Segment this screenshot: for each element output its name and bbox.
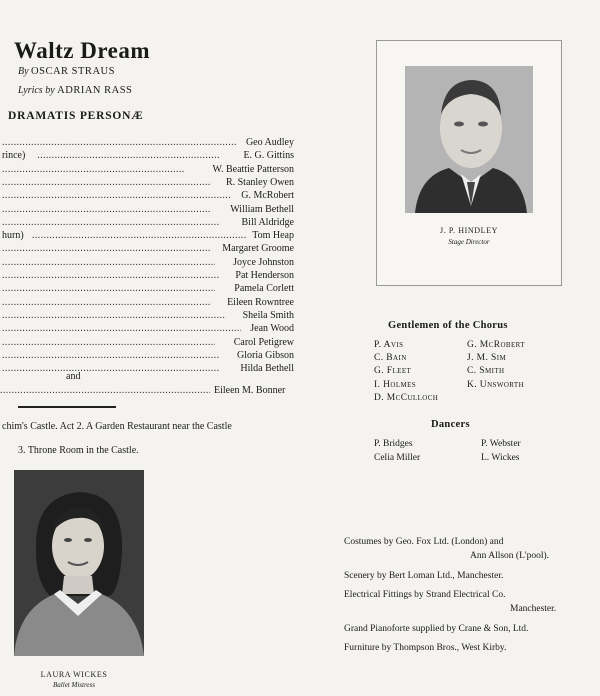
stage-director-photo (405, 66, 533, 213)
cast-actor: Margaret Groome (222, 243, 294, 255)
cast-role: rince) (2, 150, 26, 162)
portrait-woman-icon (14, 470, 144, 656)
cast-row (0, 296, 294, 309)
cast-row (0, 282, 294, 295)
cast-leader-dots (2, 136, 236, 149)
chorus-member: J. M. Sim (467, 353, 507, 364)
cast-actor: Pamela Corlett (234, 283, 294, 295)
cast-actor: W. Beattie Patterson (212, 163, 294, 175)
dramatis-personae-heading: DRAMATIS PERSONÆ (8, 110, 144, 122)
composer-name: OSCAR STRAUS (31, 66, 115, 77)
credit-piano: Grand Pianoforte supplied by Crane & Son, Ltd. (344, 624, 529, 634)
credit-scenery: Scenery by Bert Loman Ltd., Manchester. (344, 571, 504, 581)
cast-leader-dots (37, 149, 220, 162)
chorus-column-1 (374, 339, 438, 405)
dancer: P. Bridges (374, 439, 413, 449)
cast-leader-dots (2, 176, 210, 189)
cast-actor: Jean Wood (250, 323, 294, 335)
ballet-mistress-role: Ballet Mistress (53, 681, 95, 689)
cast-actor: Eileen M. Bonner (214, 385, 286, 396)
chorus-member: I. Holmes (374, 379, 417, 390)
cast-row-final (0, 384, 296, 397)
cast-row (0, 349, 294, 362)
cast-actor: R. Stanley Owen (225, 176, 294, 188)
dancer: P. Webster (481, 439, 521, 449)
stage-director-name: J. P. HINDLEY (439, 226, 499, 235)
cast-leader-dots (2, 309, 226, 322)
cast-actor: Pat Henderson (235, 270, 294, 281)
cast-row (0, 242, 294, 255)
cast-leader-dots (2, 242, 210, 255)
cast-actor: E. G. Gittins (243, 150, 294, 162)
credit-furniture: Furniture by Thompson Bros., West Kirby. (344, 643, 507, 653)
cast-row (0, 189, 294, 202)
cast-leader-dots (2, 269, 220, 282)
chorus-member: G. McRobert (467, 340, 525, 350)
chorus-member: P. Avis (374, 340, 404, 350)
cast-actor: Sheila Smith (242, 309, 294, 321)
cast-actor: Bill Aldridge (241, 216, 294, 228)
dancers-column-2 (481, 438, 521, 465)
cast-actor: William Bethell (230, 203, 294, 215)
cast-leader-dots (32, 229, 246, 242)
cast-actor: Carol Petigrew (233, 336, 294, 348)
credit-costumes-line-1: Costumes by Geo. Fox Ltd. (London) and (344, 537, 504, 547)
chorus-member: G. Fleet (374, 366, 412, 377)
cast-leader-dots (2, 362, 220, 375)
page-title: Waltz Dream (14, 38, 151, 63)
cast-leader-dots (2, 163, 184, 176)
cast-actor: Hilda Bethell (240, 363, 294, 375)
dancers-column-1 (374, 438, 420, 465)
cast-row (0, 269, 294, 282)
scene-line-2: 3. Throne Room in the Castle. (18, 445, 139, 456)
dancer: Celia Miller (374, 452, 421, 463)
cast-row (0, 216, 294, 229)
cast-leader-dots (2, 336, 215, 349)
lyricist-name: ADRIAN RASS (57, 85, 133, 96)
cast-actor: G. McRobert (241, 190, 294, 202)
cast-leader-dots (2, 349, 220, 362)
cast-row (0, 149, 294, 162)
credit-electrical-line-2: Manchester. (510, 604, 557, 614)
chorus-column-2 (467, 339, 525, 392)
dancer: L. Wickes (481, 452, 520, 463)
cast-actor: Gloria Gibson (237, 349, 294, 361)
cast-row (0, 203, 294, 216)
dancers-heading: Dancers (431, 419, 470, 430)
music-prefix: By (18, 66, 29, 77)
scene-line-1: chim's Castle. Act 2. A Garden Restaurant near the Castle (2, 421, 232, 432)
cast-row (0, 309, 294, 322)
chorus-member: C. Bain (374, 353, 407, 364)
cast-actor: Joyce Johnston (233, 256, 294, 268)
cast-row (0, 336, 294, 349)
lyrics-prefix: Lyrics (18, 85, 43, 96)
cast-leader-dots (2, 216, 220, 229)
chorus-member: C. Smith (467, 366, 505, 377)
and-word: and (66, 371, 81, 382)
cast-row (0, 136, 294, 149)
portrait-man-icon (405, 66, 533, 213)
credit-costumes-line-2: Ann Allson (L'pool). (470, 551, 550, 561)
cast-actor: Geo Audley (245, 137, 294, 148)
cast-leader-dots (2, 189, 231, 202)
lyrics-byline (18, 85, 132, 96)
chorus-member: K. Unsworth (467, 379, 525, 390)
lyrics-by: by (45, 85, 55, 96)
cast-actor: Eileen Rowntree (227, 296, 294, 308)
cast-row (0, 256, 294, 269)
cast-leader-dots (2, 256, 215, 269)
music-byline (18, 66, 115, 77)
section-rule (18, 406, 116, 408)
cast-actor: Tom Heap (252, 230, 294, 242)
cast-leader-dots (2, 203, 210, 216)
chorus-member: D. McCulloch (374, 392, 439, 403)
cast-leader-dots (2, 296, 210, 309)
cast-row (0, 163, 294, 176)
cast-row (0, 322, 294, 335)
ballet-mistress-name: LAURA WICKES (40, 670, 108, 679)
credit-electrical-line-1: Electrical Fittings by Strand Electrical Co. (344, 590, 506, 600)
cast-leader-dots (0, 384, 210, 397)
cast-row (0, 229, 294, 242)
stage-director-role: Stage Director (448, 238, 490, 246)
cast-row (0, 362, 294, 375)
ballet-mistress-photo (14, 470, 144, 656)
chorus-heading: Gentlemen of the Chorus (388, 320, 508, 331)
cast-role: hurn) (2, 230, 24, 242)
cast-row (0, 176, 294, 189)
cast-leader-dots (2, 322, 241, 335)
cast-leader-dots (2, 282, 215, 295)
